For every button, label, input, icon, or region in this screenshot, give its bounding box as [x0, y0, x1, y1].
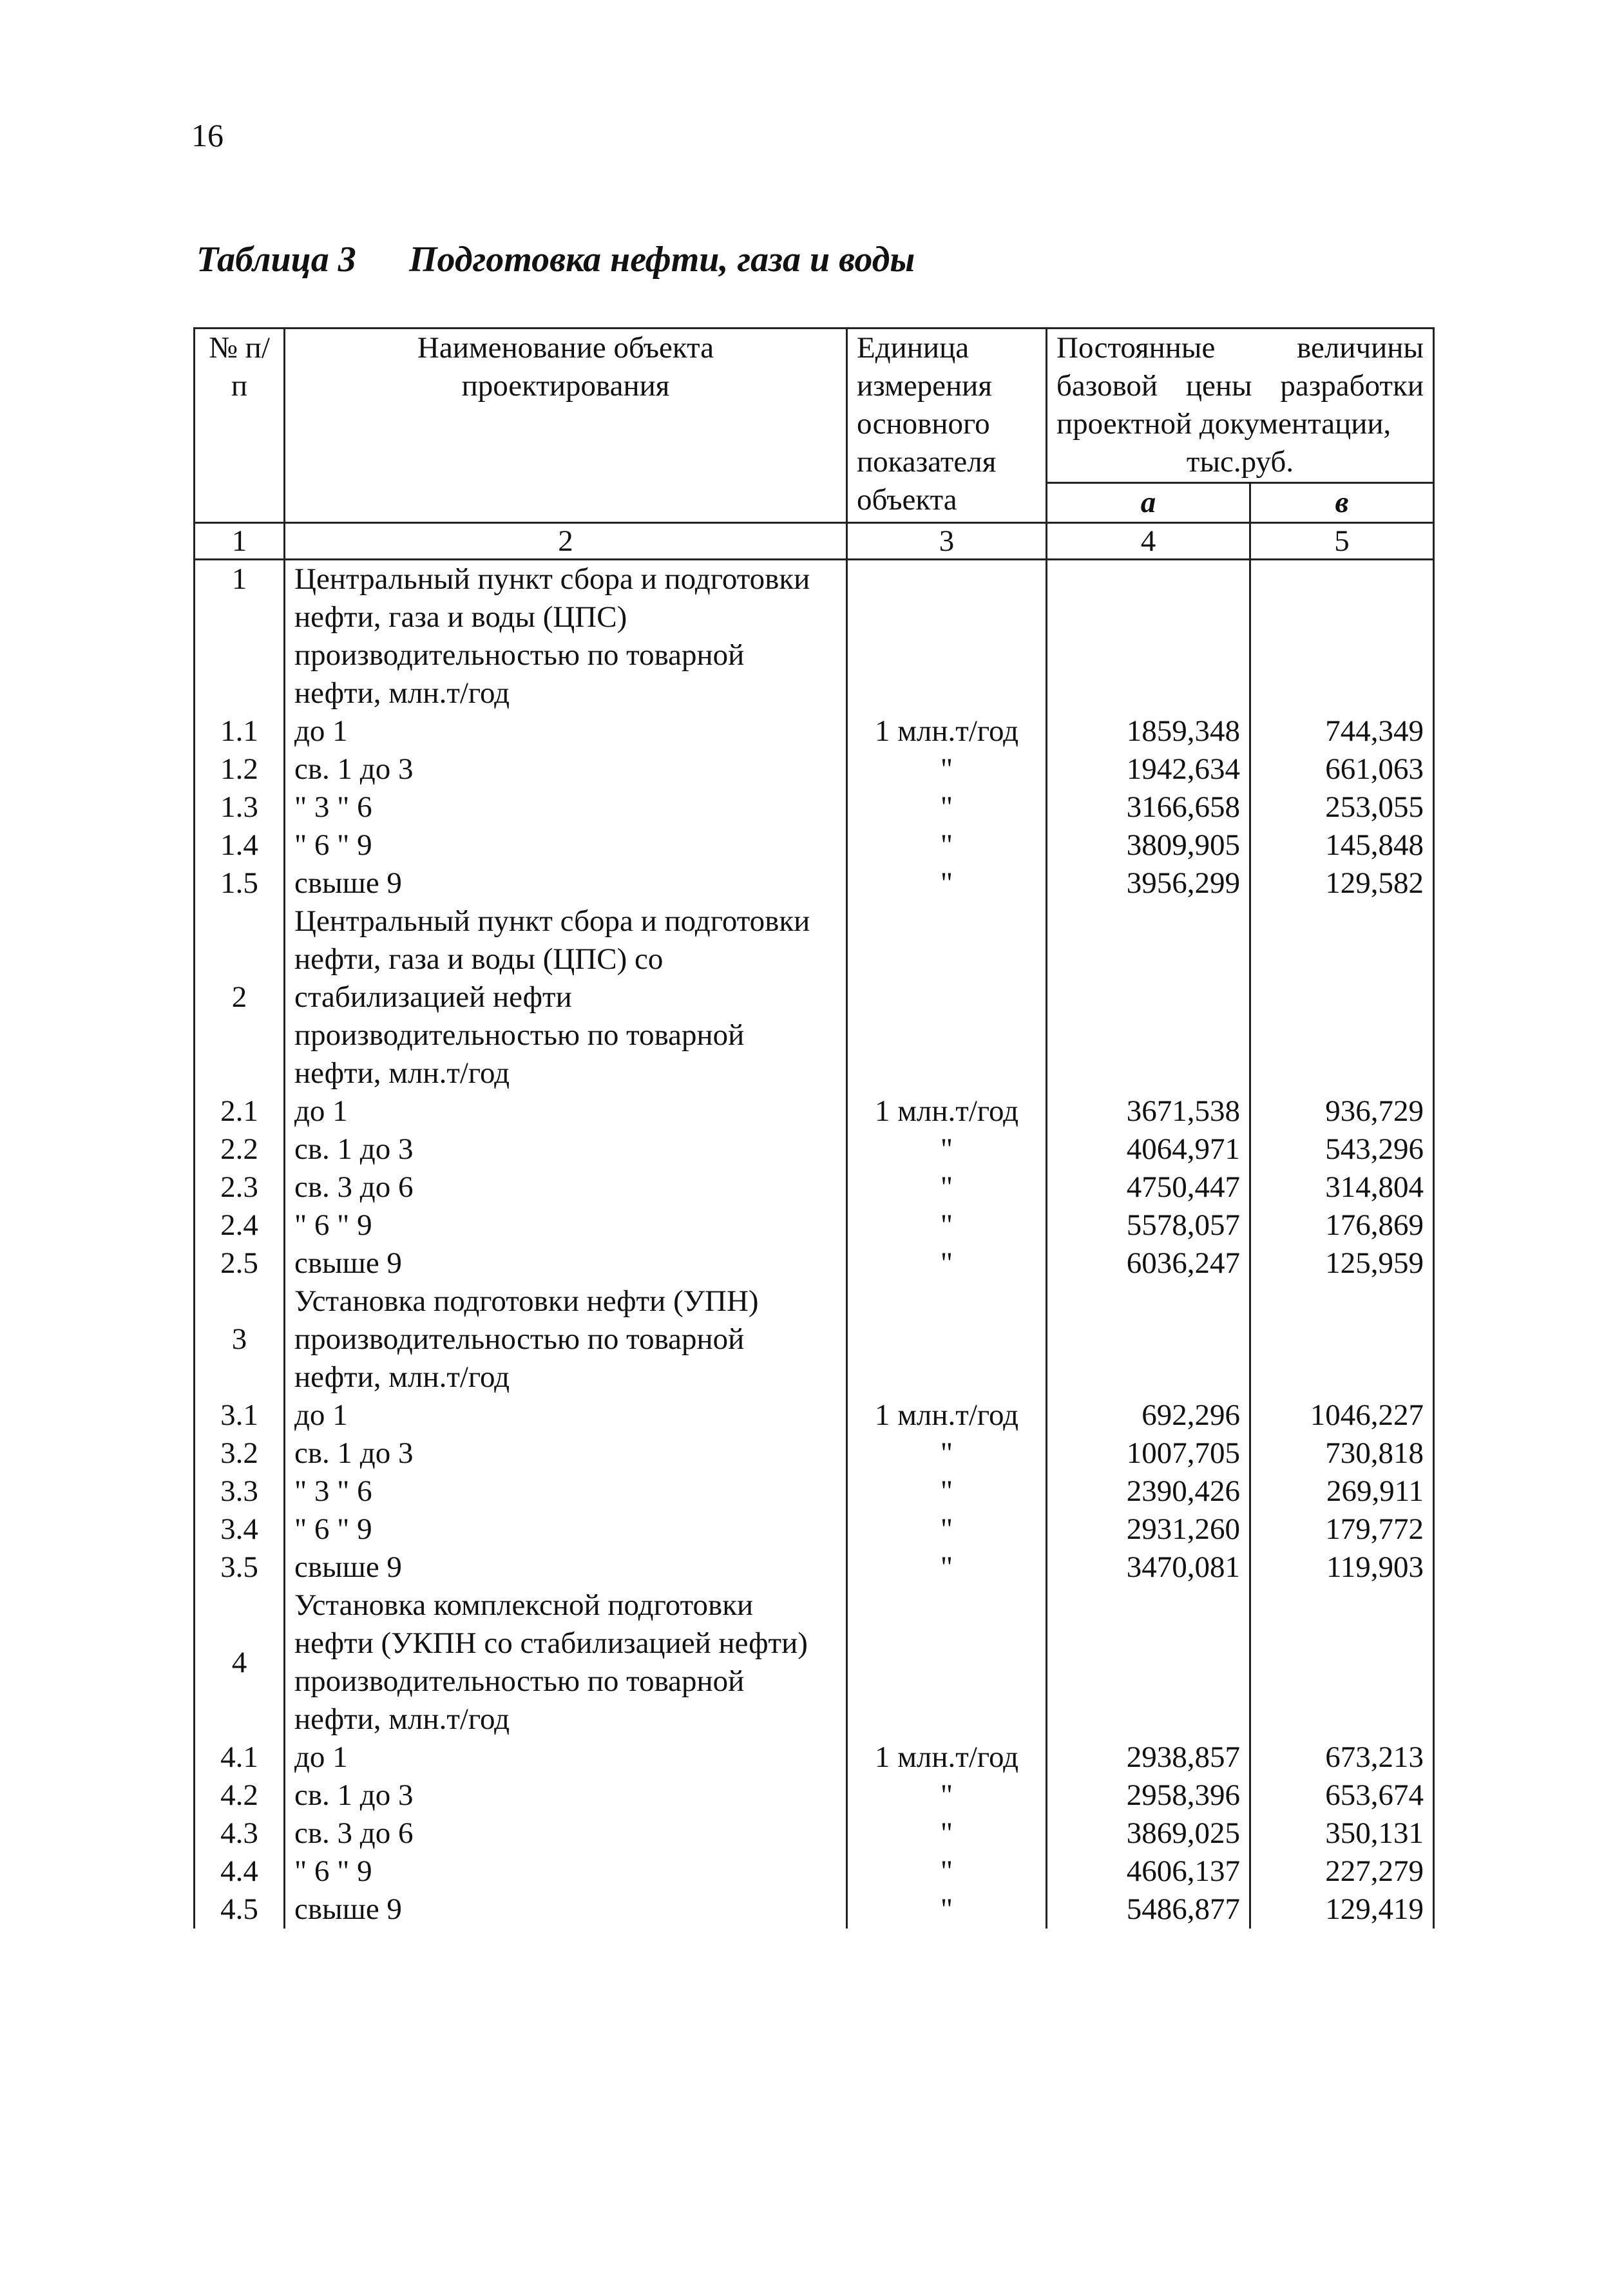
table-row — [195, 1396, 1434, 1434]
row-unit: " — [847, 1472, 1047, 1510]
header-sub-a: а — [1047, 483, 1250, 523]
row-value-b: 145,848 — [1250, 826, 1434, 864]
row-number: 2.5 — [195, 1244, 285, 1282]
table-row — [195, 1244, 1434, 1282]
row-number: 2.4 — [195, 1206, 285, 1244]
group-title: Центральный пункт сбора и подготовки нефти, газа и воды (ЦПС) производительностью по товарной нефти, млн.т/год — [285, 560, 847, 713]
row-name: свыше 9 — [285, 1548, 847, 1586]
row-value-a: 4064,971 — [1047, 1130, 1250, 1168]
row-number: 1.2 — [195, 750, 285, 788]
row-number: 1.1 — [195, 712, 285, 750]
header-constants-main: Постоянные величины базовой цены разработки проектной документации, — [1056, 331, 1424, 441]
row-number: 3.4 — [195, 1510, 285, 1548]
group-title: Установка подготовки нефти (УПН) производительностью по товарной нефти, млн.т/год — [285, 1282, 847, 1396]
row-value-a: 4606,137 — [1047, 1853, 1250, 1891]
row-value-a: 5486,877 — [1047, 1891, 1250, 1929]
row-number: 2.2 — [195, 1130, 285, 1168]
row-value-a: 6036,247 — [1047, 1244, 1250, 1282]
header-index: 1 — [195, 523, 285, 560]
row-unit: " — [847, 788, 1047, 826]
table-row — [195, 1472, 1434, 1510]
row-value-b: 744,349 — [1250, 712, 1434, 750]
row-value-b: 129,582 — [1250, 864, 1434, 902]
row-value-b: 119,903 — [1250, 1548, 1434, 1586]
row-number: 2.3 — [195, 1168, 285, 1206]
row-value-a: 2958,396 — [1047, 1777, 1250, 1815]
row-unit: " — [847, 1244, 1047, 1282]
row-unit: 1 млн.т/год — [847, 1092, 1047, 1130]
row-value-b: 179,772 — [1250, 1510, 1434, 1548]
row-value-b: 176,869 — [1250, 1206, 1434, 1244]
row-value-b: 543,296 — [1250, 1130, 1434, 1168]
row-value-b: 730,818 — [1250, 1434, 1434, 1472]
table-caption-label: Таблица 3 — [196, 240, 356, 280]
row-number: 1.3 — [195, 788, 285, 826]
table-row — [195, 1739, 1434, 1777]
row-name: " 3 " 6 — [285, 788, 847, 826]
row-value-b: 125,959 — [1250, 1244, 1434, 1282]
row-value-a: 5578,057 — [1047, 1206, 1250, 1244]
row-value-a: 3956,299 — [1047, 864, 1250, 902]
row-unit: " — [847, 1206, 1047, 1244]
header-constants — [1047, 329, 1434, 483]
table-row — [195, 1815, 1434, 1853]
row-unit: " — [847, 1815, 1047, 1853]
row-value-a: 1007,705 — [1047, 1434, 1250, 1472]
group-number: 1 — [195, 560, 285, 713]
row-value-b: 314,804 — [1250, 1168, 1434, 1206]
row-value-b: 1046,227 — [1250, 1396, 1434, 1434]
row-name: до 1 — [285, 1396, 847, 1434]
group-title: Центральный пункт сбора и подготовки нефти, газа и воды (ЦПС) со стабилизацией нефти производительностью по товарной нефти, млн.т/год — [285, 902, 847, 1092]
table-caption-title: Подготовка нефти, газа и воды — [409, 240, 915, 280]
table-body — [195, 560, 1434, 1929]
row-number: 4.5 — [195, 1891, 285, 1929]
row-name: до 1 — [285, 1739, 847, 1777]
table-row — [195, 1891, 1434, 1929]
row-name: свыше 9 — [285, 1891, 847, 1929]
row-unit: " — [847, 1548, 1047, 1586]
row-number: 1.4 — [195, 826, 285, 864]
row-value-b: 936,729 — [1250, 1092, 1434, 1130]
row-unit: 1 млн.т/год — [847, 712, 1047, 750]
row-value-a: 1859,348 — [1047, 712, 1250, 750]
row-unit: " — [847, 1853, 1047, 1891]
group-title-row — [195, 560, 1434, 713]
table-row — [195, 788, 1434, 826]
row-value-b: 661,063 — [1250, 750, 1434, 788]
row-value-a: 692,296 — [1047, 1396, 1250, 1434]
group-title-row — [195, 1282, 1434, 1396]
table-row — [195, 712, 1434, 750]
row-value-b: 673,213 — [1250, 1739, 1434, 1777]
table-row — [195, 1853, 1434, 1891]
row-name: свыше 9 — [285, 1244, 847, 1282]
row-name: до 1 — [285, 1092, 847, 1130]
row-name: " 3 " 6 — [285, 1472, 847, 1510]
row-number: 4.2 — [195, 1777, 285, 1815]
group-title: Установка комплексной подготовки нефти (УКПН со стабилизацией нефти) производительностью по товарной нефти, млн.т/год — [285, 1586, 847, 1739]
row-name: св. 3 до 6 — [285, 1815, 847, 1853]
table-caption — [196, 237, 915, 282]
row-value-a: 2390,426 — [1047, 1472, 1250, 1510]
page-number: 16 — [191, 117, 224, 153]
row-unit: " — [847, 1891, 1047, 1929]
row-number: 3.1 — [195, 1396, 285, 1434]
group-title-row — [195, 902, 1434, 1092]
row-name: " 6 " 9 — [285, 1510, 847, 1548]
table-row — [195, 826, 1434, 864]
header-unit: Единица измерения основного показателя объекта — [847, 329, 1047, 523]
row-value-b: 269,911 — [1250, 1472, 1434, 1510]
header-index: 2 — [285, 523, 847, 560]
row-value-b: 653,674 — [1250, 1777, 1434, 1815]
row-name: св. 1 до 3 — [285, 1777, 847, 1815]
table-row — [195, 1092, 1434, 1130]
row-value-b: 350,131 — [1250, 1815, 1434, 1853]
row-number: 4.3 — [195, 1815, 285, 1853]
table-row — [195, 1510, 1434, 1548]
row-value-a: 3869,025 — [1047, 1815, 1250, 1853]
row-number: 3.5 — [195, 1548, 285, 1586]
row-unit: " — [847, 826, 1047, 864]
table-row — [195, 1130, 1434, 1168]
row-number: 3.2 — [195, 1434, 285, 1472]
row-number: 4.1 — [195, 1739, 285, 1777]
row-unit: " — [847, 750, 1047, 788]
table-row — [195, 864, 1434, 902]
group-number: 4 — [195, 1586, 285, 1739]
group-title-row — [195, 1586, 1434, 1739]
header-index: 5 — [1250, 523, 1434, 560]
row-value-a: 3166,658 — [1047, 788, 1250, 826]
row-value-b: 227,279 — [1250, 1853, 1434, 1891]
row-number: 2.1 — [195, 1092, 285, 1130]
row-value-b: 253,055 — [1250, 788, 1434, 826]
row-unit: 1 млн.т/год — [847, 1396, 1047, 1434]
row-number: 4.4 — [195, 1853, 285, 1891]
header-name — [285, 329, 847, 523]
header-index: 4 — [1047, 523, 1250, 560]
row-unit: " — [847, 1777, 1047, 1815]
header-index: 3 — [847, 523, 1047, 560]
row-unit: " — [847, 864, 1047, 902]
table-row — [195, 750, 1434, 788]
group-number: 2 — [195, 902, 285, 1092]
row-name: св. 1 до 3 — [285, 1434, 847, 1472]
row-value-a: 3671,538 — [1047, 1092, 1250, 1130]
row-value-a: 4750,447 — [1047, 1168, 1250, 1206]
row-value-a: 1942,634 — [1047, 750, 1250, 788]
row-name: св. 1 до 3 — [285, 750, 847, 788]
row-unit: " — [847, 1130, 1047, 1168]
row-name: св. 3 до 6 — [285, 1168, 847, 1206]
row-value-a: 3809,905 — [1047, 826, 1250, 864]
row-name: до 1 — [285, 712, 847, 750]
row-name: свыше 9 — [285, 864, 847, 902]
row-value-a: 2938,857 — [1047, 1739, 1250, 1777]
row-value-b: 129,419 — [1250, 1891, 1434, 1929]
price-table — [193, 327, 1435, 1929]
row-number: 3.3 — [195, 1472, 285, 1510]
header-name-text: Наименование объекта проектирования — [417, 331, 714, 403]
header-num: № п/п — [195, 329, 285, 523]
row-name: " 6 " 9 — [285, 1206, 847, 1244]
table-row — [195, 1777, 1434, 1815]
table-row — [195, 1206, 1434, 1244]
row-name: " 6 " 9 — [285, 826, 847, 864]
table-row — [195, 1548, 1434, 1586]
table-row — [195, 1168, 1434, 1206]
header-constants-unit: тыс.руб. — [1186, 445, 1294, 479]
row-unit: " — [847, 1434, 1047, 1472]
row-unit: " — [847, 1510, 1047, 1548]
row-value-a: 2931,260 — [1047, 1510, 1250, 1548]
table-row — [195, 1434, 1434, 1472]
header-sub-b: в — [1250, 483, 1434, 523]
row-name: св. 1 до 3 — [285, 1130, 847, 1168]
row-unit: 1 млн.т/год — [847, 1739, 1047, 1777]
header-index-row — [195, 523, 1434, 560]
row-value-a: 3470,081 — [1047, 1548, 1250, 1586]
group-number: 3 — [195, 1282, 285, 1396]
row-unit: " — [847, 1168, 1047, 1206]
row-number: 1.5 — [195, 864, 285, 902]
row-name: " 6 " 9 — [285, 1853, 847, 1891]
